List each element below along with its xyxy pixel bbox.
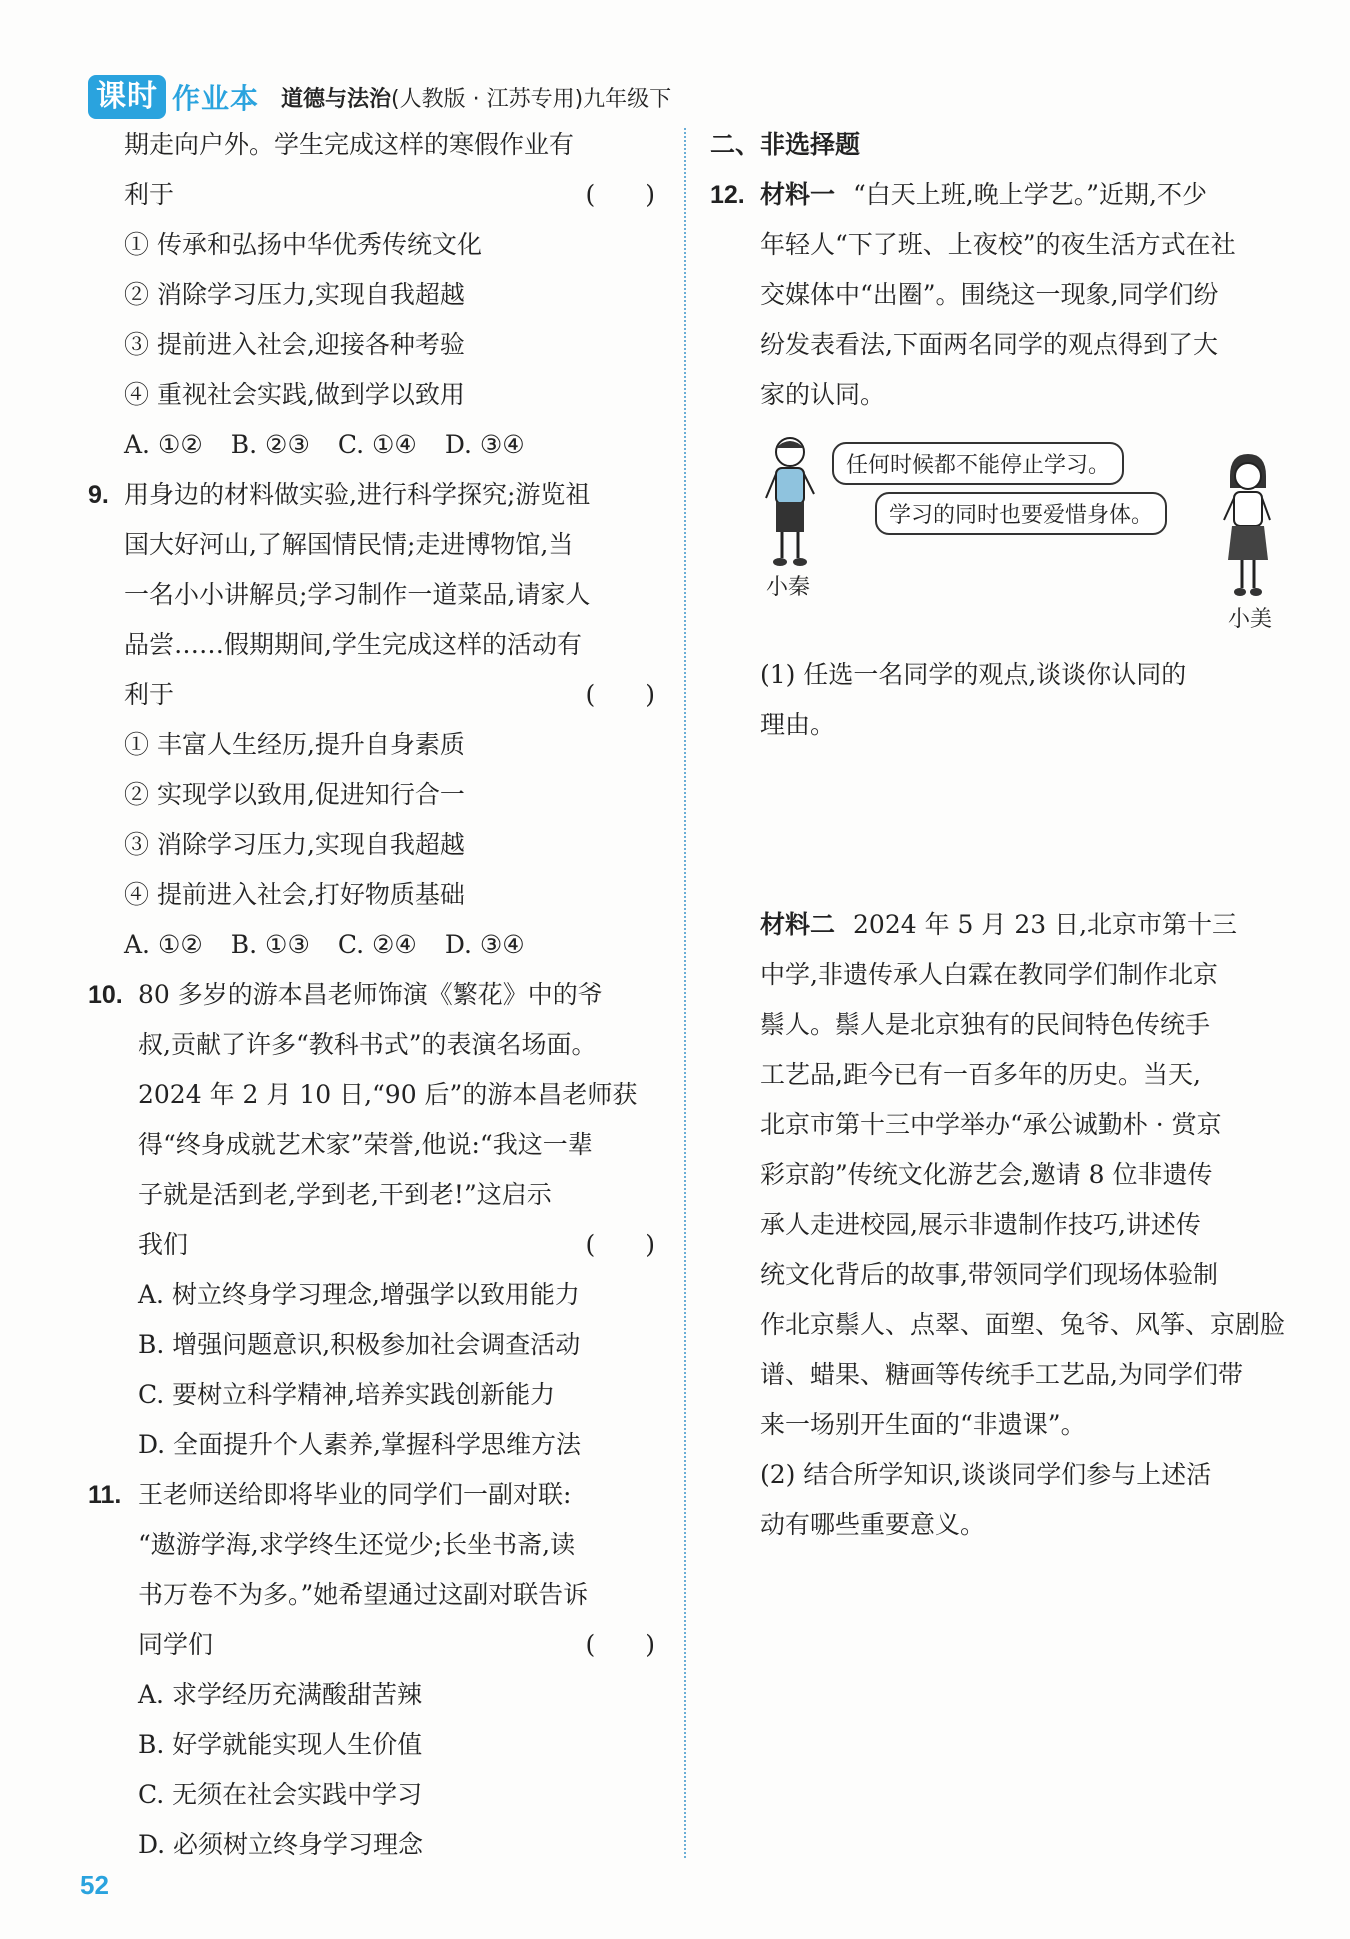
question-11 bbox=[88, 1470, 663, 1870]
q10-line-5: 子就是活到老,学到老,干到老!”这启示 bbox=[138, 1180, 552, 1209]
choice-b[interactable]: B. ①③ bbox=[230, 930, 310, 959]
q10-text: 80 多岁的游本昌老师饰演《繁花》中的爷 bbox=[138, 980, 603, 1009]
q9-option-4: ④ 提前进入社会,打好物质基础 bbox=[124, 880, 465, 909]
q10-stem-end: 我们 bbox=[138, 1230, 189, 1259]
answer-bracket[interactable]: ( ) bbox=[585, 180, 655, 209]
speech-bubble-xiaomei: 学习的同时也要爱惜身体。 bbox=[875, 492, 1167, 535]
logo-zuoye: 作业本 bbox=[172, 82, 260, 115]
q9-line-4: 品尝……假期期间,学生完成这样的活动有 bbox=[124, 630, 582, 659]
m2-line-6: 彩京韵”传统文化游艺会,邀请 8 位非遗传 bbox=[760, 1160, 1213, 1189]
m2-line-7: 承人走进校园,展示非遗制作技巧,讲述传 bbox=[760, 1210, 1201, 1239]
q8-option-2: ② 消除学习压力,实现自我超越 bbox=[124, 280, 465, 309]
choice-d[interactable]: D. ③④ bbox=[444, 430, 525, 459]
question-number: 11. bbox=[88, 1481, 122, 1509]
q10-option-d[interactable]: D. 全面提升个人素养,掌握科学思维方法 bbox=[138, 1430, 581, 1459]
m2-line-9: 作北京鬃人、点翠、面塑、兔爷、风筝、京剧脸 bbox=[760, 1310, 1286, 1339]
question-9 bbox=[88, 470, 663, 970]
q10-option-c[interactable]: C. 要树立科学精神,培养实践创新能力 bbox=[138, 1380, 556, 1409]
logo-kehe: 课时 bbox=[88, 75, 166, 119]
speech-bubble-xiaoqin: 任何时候都不能停止学习。 bbox=[832, 442, 1124, 485]
q8-stem-end: 利于 bbox=[124, 180, 175, 209]
m1-line-2: 年轻人“下了班、上夜校”的夜生活方式在社 bbox=[760, 230, 1236, 259]
q9-line-3: 一名小小讲解员;学习制作一道菜品,请家人 bbox=[124, 580, 591, 609]
left-column bbox=[88, 120, 663, 1870]
q10-option-a[interactable]: A. 树立终身学习理念,增强学以致用能力 bbox=[138, 1280, 580, 1309]
m2-line-4: 工艺品,距今已有一百多年的历史。当天, bbox=[760, 1060, 1201, 1089]
q11-option-a[interactable]: A. 求学经历充满酸甜苦辣 bbox=[138, 1680, 422, 1709]
question-number: 10. bbox=[88, 981, 123, 1009]
answer-bracket[interactable]: ( ) bbox=[585, 1230, 655, 1259]
page-header bbox=[88, 72, 671, 122]
q12-line-1 bbox=[710, 170, 1285, 220]
answer-space-2[interactable] bbox=[710, 1550, 1285, 1850]
m1-line-4: 纷发表看法,下面两名同学的观点得到了大 bbox=[760, 330, 1218, 359]
sub-question-1-line-2: 理由。 bbox=[760, 710, 836, 739]
name-xiaomei: 小美 bbox=[1228, 607, 1273, 632]
q11-line-2: “遨游学海,求学终生还觉少;长坐书斋,读 bbox=[138, 1530, 576, 1559]
page-number: 52 bbox=[80, 1870, 109, 1900]
choice-b[interactable]: B. ②③ bbox=[230, 430, 310, 459]
sub-question-2-line-1: (2) 结合所学知识,谈谈同学们参与上述活 bbox=[760, 1460, 1212, 1489]
q10-option-b[interactable]: B. 增强问题意识,积极参加社会调查活动 bbox=[138, 1330, 581, 1359]
dialogue-illustration bbox=[710, 420, 1285, 638]
q9-choices bbox=[88, 920, 663, 970]
q9-line-2: 国大好河山,了解国情民情;走进博物馆,当 bbox=[124, 530, 574, 559]
q8-option-3: ③ 提前进入社会,迎接各种考验 bbox=[124, 330, 465, 359]
workbook-logo bbox=[88, 74, 259, 120]
question-number: 9. bbox=[88, 481, 109, 509]
answer-bracket[interactable]: ( ) bbox=[585, 1630, 655, 1659]
subject-name: 道德与法治 bbox=[281, 86, 392, 112]
m2-line-5: 北京市第十三中学举办“承公诚勤朴 · 赏京 bbox=[760, 1110, 1222, 1139]
sub-question-1-line-1: (1) 任选一名同学的观点,谈谈你认同的 bbox=[760, 660, 1187, 689]
question-number: 12. bbox=[710, 181, 745, 209]
q9-text: 用身边的材料做实验,进行科学探究;游览祖 bbox=[124, 480, 591, 509]
boy-figure-icon bbox=[762, 434, 818, 570]
material-1-first-line: “白天上班,晚上学艺。”近期,不少 bbox=[853, 180, 1207, 209]
m2-line-1 bbox=[710, 900, 1285, 950]
q9-line-1 bbox=[88, 470, 663, 520]
q11-line-4 bbox=[88, 1620, 663, 1670]
choice-c[interactable]: C. ②④ bbox=[337, 930, 417, 959]
q10-line-6 bbox=[88, 1220, 663, 1270]
material-2-label: 材料二 bbox=[760, 910, 836, 939]
choice-a[interactable]: A. ①② bbox=[124, 930, 203, 959]
q9-option-1: ① 丰富人生经历,提升自身素质 bbox=[124, 730, 465, 759]
q9-stem-end: 利于 bbox=[124, 680, 175, 709]
m1-line-3: 交媒体中“出圈”。围绕这一现象,同学们纷 bbox=[760, 280, 1219, 309]
q8-choices bbox=[88, 420, 663, 470]
sub-question-2-line-2: 动有哪些重要意义。 bbox=[760, 1510, 986, 1539]
m2-line-11: 来一场别开生面的“非遗课”。 bbox=[760, 1410, 1086, 1439]
q10-line-2: 叔,贡献了许多“教科书式”的表演名场面。 bbox=[138, 1030, 597, 1059]
subject-title bbox=[281, 82, 671, 113]
right-column bbox=[710, 120, 1285, 1850]
m2-line-2: 中学,非遗传承人白霖在教同学们制作北京 bbox=[760, 960, 1218, 989]
question-8-continued bbox=[88, 120, 663, 470]
answer-space-1[interactable] bbox=[710, 750, 1285, 900]
q11-stem-end: 同学们 bbox=[138, 1630, 214, 1659]
q10-line-3: 2024 年 2 月 10 日,“90 后”的游本昌老师获 bbox=[138, 1080, 638, 1109]
choice-c[interactable]: C. ①④ bbox=[337, 430, 417, 459]
q10-line-4: 得“终身成就艺术家”荣誉,他说:“我这一辈 bbox=[138, 1130, 593, 1159]
q9-option-3: ③ 消除学习压力,实现自我超越 bbox=[124, 830, 465, 859]
material-2-first-line: 2024 年 5 月 23 日,北京市第十三 bbox=[853, 910, 1238, 939]
edition-subtitle: (人教版 · 江苏专用)九年级下 bbox=[391, 86, 672, 112]
question-12 bbox=[710, 170, 1285, 1850]
q11-option-d[interactable]: D. 必须树立终身学习理念 bbox=[138, 1830, 424, 1859]
answer-bracket[interactable]: ( ) bbox=[585, 680, 655, 709]
column-divider bbox=[684, 128, 686, 1858]
section-title: 二、非选择题 bbox=[710, 130, 861, 159]
q11-option-b[interactable]: B. 好学就能实现人生价值 bbox=[138, 1730, 423, 1759]
q8-line-2 bbox=[88, 170, 663, 220]
q11-option-c[interactable]: C. 无须在社会实践中学习 bbox=[138, 1780, 423, 1809]
q8-option-4: ④ 重视社会实践,做到学以致用 bbox=[124, 380, 465, 409]
choice-d[interactable]: D. ③④ bbox=[444, 930, 525, 959]
m1-line-5: 家的认同。 bbox=[760, 380, 886, 409]
q11-line-1 bbox=[88, 1470, 663, 1520]
q8-option-1: ① 传承和弘扬中华优秀传统文化 bbox=[124, 230, 482, 259]
q9-option-2: ② 实现学以致用,促进知行合一 bbox=[124, 780, 465, 809]
m2-line-10: 谱、蜡果、糖画等传统手工艺品,为同学们带 bbox=[760, 1360, 1243, 1389]
q11-line-3: 书万卷不为多。”她希望通过这副对联告诉 bbox=[138, 1580, 589, 1609]
q10-line-1 bbox=[88, 970, 663, 1020]
girl-figure-icon bbox=[1220, 454, 1276, 600]
q8-line-1: 期走向户外。学生完成这样的寒假作业有 bbox=[124, 130, 575, 159]
m2-line-3: 鬃人。鬃人是北京独有的民间特色传统手 bbox=[760, 1010, 1211, 1039]
choice-a[interactable]: A. ①② bbox=[124, 430, 203, 459]
question-10 bbox=[88, 970, 663, 1470]
material-1-label: 材料一 bbox=[760, 180, 836, 209]
q11-text: 王老师送给即将毕业的同学们一副对联: bbox=[138, 1480, 572, 1509]
name-xiaoqin: 小秦 bbox=[766, 575, 811, 600]
m2-line-8: 统文化背后的故事,带领同学们现场体验制 bbox=[760, 1260, 1218, 1289]
q9-line-5 bbox=[88, 670, 663, 720]
